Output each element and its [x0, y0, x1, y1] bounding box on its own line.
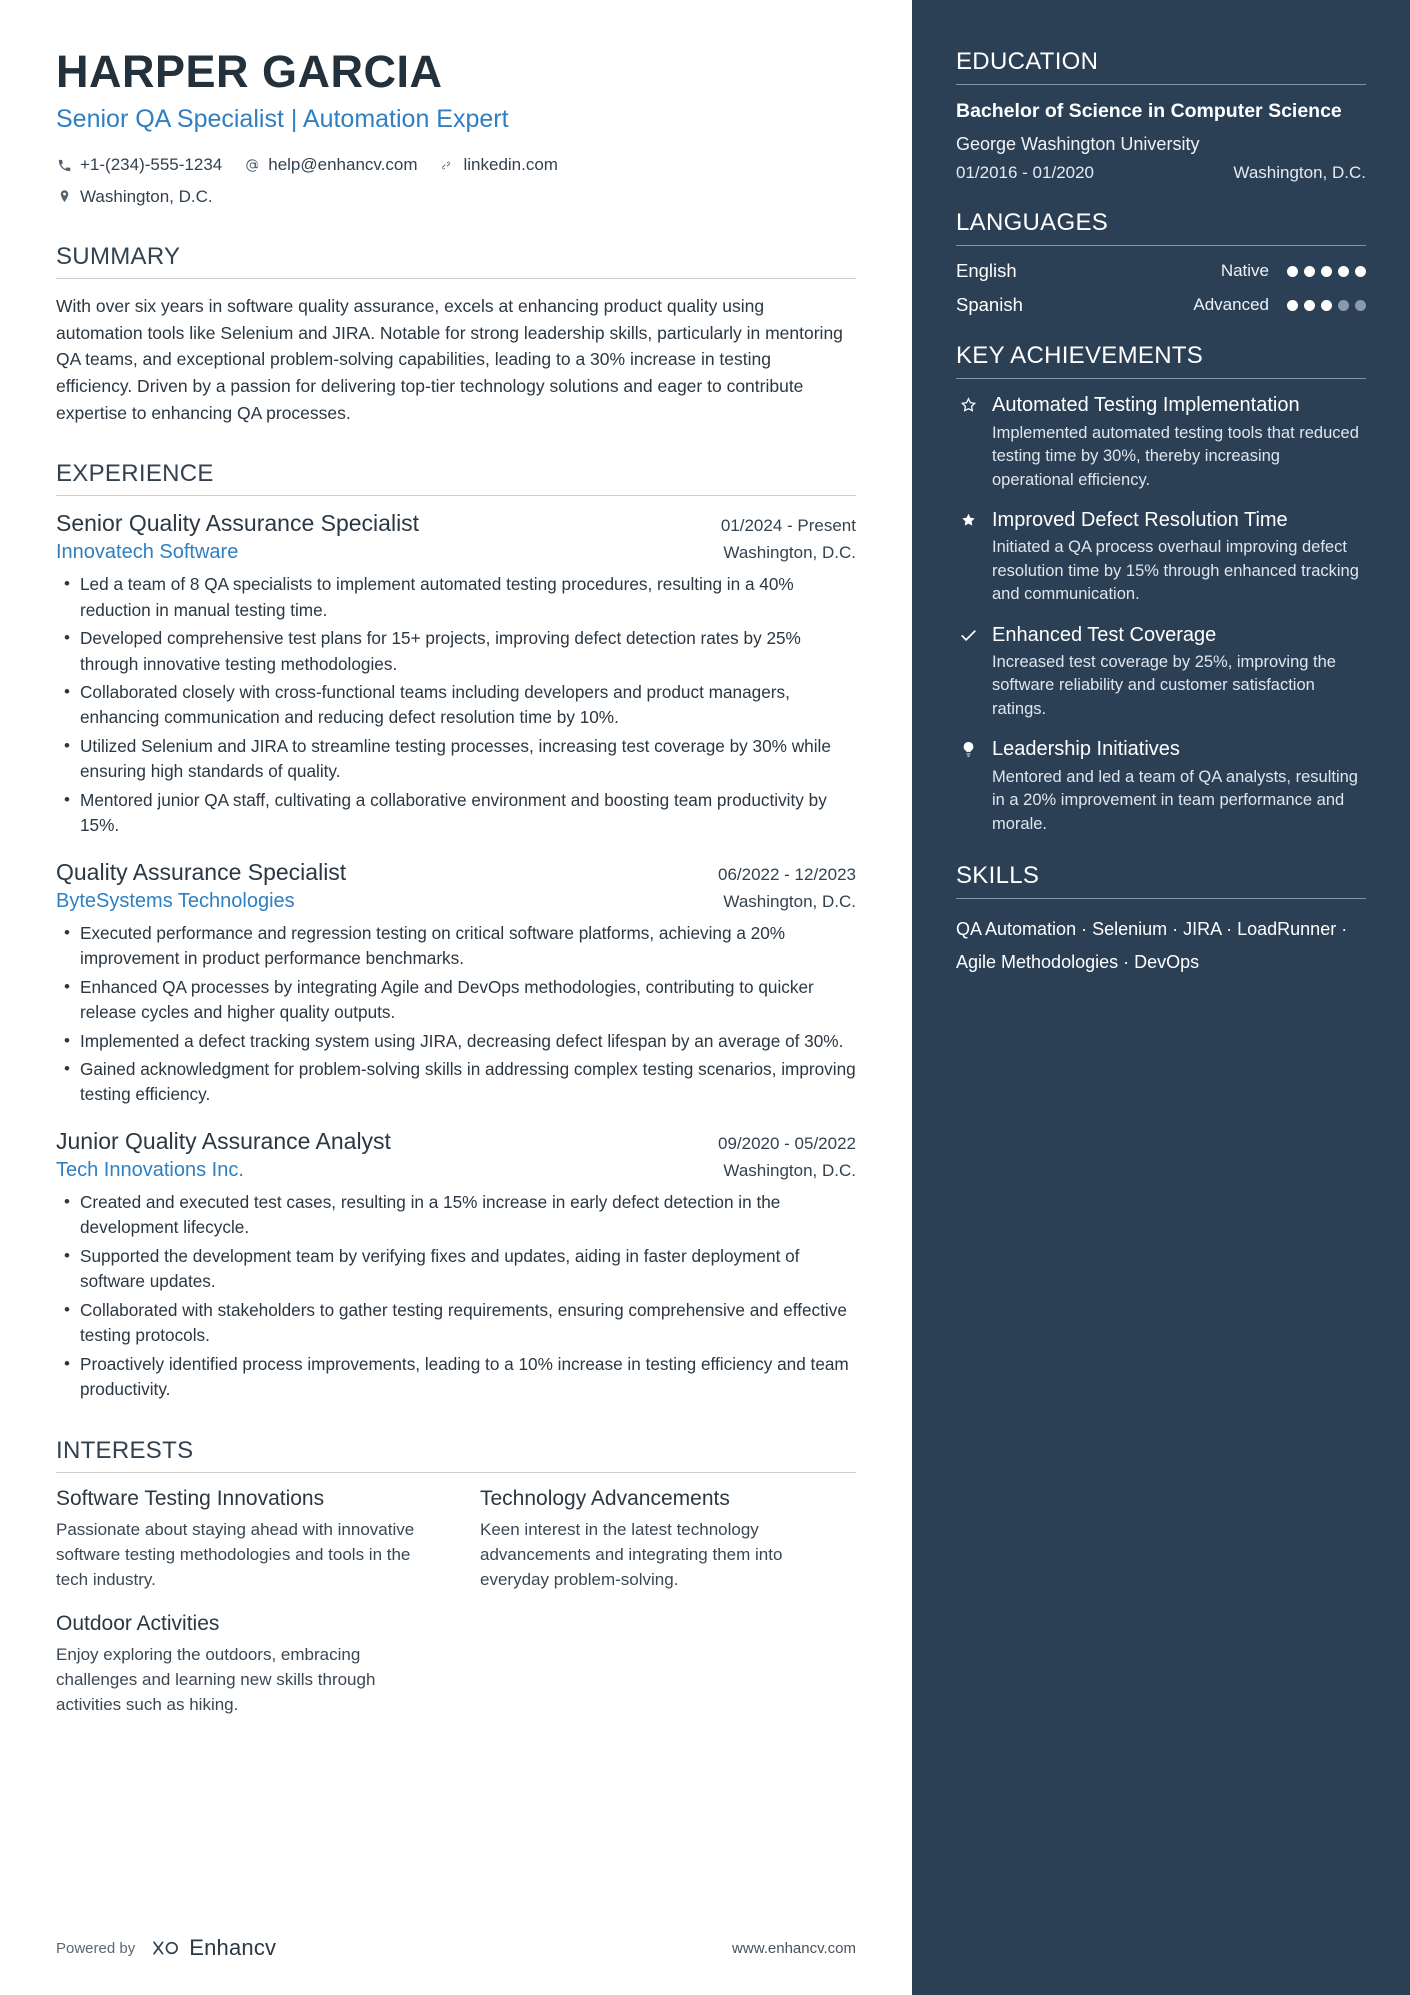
language-item: [956, 260, 1366, 282]
language-name: Spanish: [956, 294, 1023, 316]
star-filled-icon: [956, 508, 980, 607]
language-level: Advanced: [1193, 295, 1269, 315]
education-degree: Bachelor of Science in Computer Science: [956, 100, 1342, 122]
achievement-item: [956, 393, 1366, 492]
education-title: EDUCATION: [956, 48, 1366, 85]
interest-item: [56, 1487, 432, 1592]
summary-text: With over six years in software quality assurance, excels at enhancing product quality using automation tools like Selenium and JIRA. Notable for strong leadership skills, particularly in mentoring QA teams, and exceptional problem-solving capabilities, leading to a 30% increase in testing efficiency. Driven by a passion for delivering top-tier technology solutions and eager to contribute expertise to enhancing QA processes.: [56, 296, 843, 423]
achievement-text: Initiated a QA process overhaul improving defect resolution time by 15% through enhanced tracking and communication.: [992, 538, 1359, 604]
job-company: Tech Innovations Inc.: [56, 1158, 244, 1181]
achievements-title: KEY ACHIEVEMENTS: [956, 342, 1366, 379]
skills-list: QA Automation · Selenium · JIRA · LoadRunner · Agile Methodologies · DevOps: [956, 918, 1348, 973]
interest-title: Outdoor Activities: [56, 1612, 220, 1636]
job-location: Washington, D.C.: [723, 891, 856, 911]
location-icon: [56, 188, 73, 205]
education-meta: [956, 163, 1366, 183]
powered-by: [56, 1935, 276, 1961]
job-dates: 09/2020 - 05/2022: [717, 1133, 856, 1153]
contact-phone-text: +1-(234)-555-1234: [80, 155, 223, 175]
achievement-item: [956, 737, 1366, 836]
summary-title: SUMMARY: [56, 243, 856, 279]
headline: Senior QA Specialist | Automation Expert: [56, 105, 509, 134]
job-bullet: • Collaborated with stakeholders to gather testing requirements, ensuring comprehensive and effective testing protocols.: [56, 1298, 856, 1349]
contact-phone: [56, 152, 222, 178]
job-bullet: • Proactively identified process improvements, leading to a 10% increase in testing efficiency and team productivity.: [56, 1352, 856, 1403]
job-title: Quality Assurance Specialist: [56, 858, 347, 885]
achievement-title: Automated Testing Implementation: [992, 394, 1300, 417]
achievement-text: Mentored and led a team of QA analysts, resulting in a 20% improvement in team performance and morale.: [992, 767, 1358, 833]
contact-location: [56, 184, 696, 210]
job-bullet: • Mentored junior QA staff, cultivating a collaborative environment and boosting team productivity by 15%.: [56, 788, 856, 839]
job-bullets: [56, 921, 856, 1108]
job-bullet: • Collaborated closely with cross-functional teams including developers and product managers, enhancing communication and reducing defect resolution time by 10%.: [56, 680, 856, 731]
experience-title: EXPERIENCE: [56, 460, 856, 496]
phone-icon: [56, 157, 73, 174]
interest-title: Technology Advancements: [480, 1486, 730, 1510]
achievement-title: Enhanced Test Coverage: [992, 623, 1217, 646]
interest-item: [56, 1612, 432, 1717]
job-bullets: [56, 1190, 856, 1403]
job-bullets: [56, 572, 856, 839]
job-location: Washington, D.C.: [723, 543, 856, 563]
job-title: Senior Quality Assurance Specialist: [56, 510, 420, 537]
job-bullet: • Executed performance and regression testing on critical software platforms, achieving a 20% improvement in product performance benchmarks.: [56, 921, 856, 972]
achievement-text: Implemented automated testing tools that reduced testing time by 30%, thereby increasing operational efficiency.: [992, 423, 1359, 489]
check-icon: [956, 623, 980, 722]
languages-title: LANGUAGES: [956, 209, 1366, 246]
job-location: Washington, D.C.: [723, 1160, 856, 1180]
enhancv-logo-icon: [147, 1938, 181, 1958]
experience-item: [56, 859, 856, 1108]
interest-text: Keen interest in the latest technology advancements and integrating them into everyday problem-solving.: [480, 1519, 783, 1589]
contact-email-text: help@enhancv.com: [268, 155, 418, 175]
interests-title: INTERESTS: [56, 1437, 856, 1473]
job-title: Junior Quality Assurance Analyst: [56, 1127, 391, 1154]
language-level: Native: [1220, 261, 1269, 281]
interests-section: [56, 1437, 856, 1718]
job-dates: 06/2022 - 12/2023: [717, 864, 856, 884]
contact-email: [244, 152, 417, 178]
language-rating: [1287, 266, 1366, 277]
achievement-title: Leadership Initiatives: [992, 738, 1180, 761]
achievement-item: [956, 508, 1366, 607]
education-dates: 01/2016 - 01/2020: [956, 163, 1095, 183]
achievement-item: [956, 623, 1366, 722]
achievements-section: [956, 342, 1366, 836]
email-icon: [244, 157, 261, 174]
contact-linkedin[interactable]: [439, 152, 558, 178]
job-bullet: • Led a team of 8 QA specialists to implement automated testing procedures, resulting in a 40% reduction in manual testing time.: [56, 572, 856, 623]
summary-section: [56, 243, 856, 426]
interest-text: Enjoy exploring the outdoors, embracing challenges and learning new skills through activities such as hiking.: [56, 1645, 376, 1715]
contact-linkedin-text: linkedin.com: [463, 155, 558, 175]
link-icon: [439, 157, 456, 174]
sidebar: [912, 0, 1410, 1995]
footer-url[interactable]: www.enhancv.com: [732, 1939, 856, 1957]
job-bullet: • Developed comprehensive test plans for 15+ projects, improving defect detection rates by 25% through innovative testing methodologies.: [56, 626, 856, 677]
powered-by-label: Powered by: [56, 1939, 136, 1957]
job-dates: 01/2024 - Present: [720, 516, 856, 536]
job-bullet: • Created and executed test cases, resulting in a 15% increase in early defect detection in the development lifecycle.: [56, 1190, 856, 1241]
job-bullet: • Supported the development team by verifying fixes and updates, aiding in faster deployment of software updates.: [56, 1244, 856, 1295]
contact-location-text: Washington, D.C.: [80, 186, 213, 206]
education-section: [956, 48, 1366, 183]
education-location: Washington, D.C.: [1233, 163, 1366, 183]
job-company: ByteSystems Technologies: [56, 889, 295, 912]
star-outline-icon: [956, 393, 980, 492]
experience-section: [56, 460, 856, 1402]
footer: [56, 1935, 856, 1961]
skills-title: SKILLS: [956, 862, 1366, 899]
experience-item: [56, 510, 856, 839]
language-item: [956, 294, 1366, 316]
skills-section: [956, 862, 1366, 980]
brand-name: Enhancv: [189, 1935, 277, 1960]
interest-text: Passionate about staying ahead with innovative software testing methodologies and tools in the tech industry.: [56, 1519, 415, 1589]
job-bullet: • Gained acknowledgment for problem-solving skills in addressing complex testing scenarios, improving testing efficiency.: [56, 1057, 856, 1108]
achievement-text: Increased test coverage by 25%, improving the software reliability and customer satisfaction ratings.: [992, 653, 1336, 718]
language-rating: [1287, 300, 1366, 311]
interests-grid: [56, 1487, 856, 1718]
job-bullet: • Utilized Selenium and JIRA to streamline testing processes, increasing test coverage by 30% while ensuring high standards of quality.: [56, 734, 856, 785]
lightbulb-icon: [956, 737, 980, 836]
language-name: English: [956, 260, 1017, 282]
experience-item: [56, 1128, 856, 1403]
interest-title: Software Testing Innovations: [56, 1486, 325, 1510]
job-bullet: • Enhanced QA processes by integrating Agile and DevOps methodologies, contributing to quicker release cycles and higher quality outputs.: [56, 975, 856, 1026]
job-company: Innovatech Software: [56, 541, 239, 564]
interest-item: [480, 1487, 856, 1592]
languages-section: [956, 209, 1366, 316]
contact-row: [56, 152, 696, 209]
education-school: George Washington University: [956, 134, 1200, 155]
brand-logo: [147, 1935, 276, 1961]
job-bullet: • Implemented a defect tracking system using JIRA, decreasing defect lifespan by an average of 30%.: [56, 1029, 856, 1054]
page-title: HARPER GARCIA: [56, 46, 443, 97]
achievement-title: Improved Defect Resolution Time: [992, 509, 1288, 531]
